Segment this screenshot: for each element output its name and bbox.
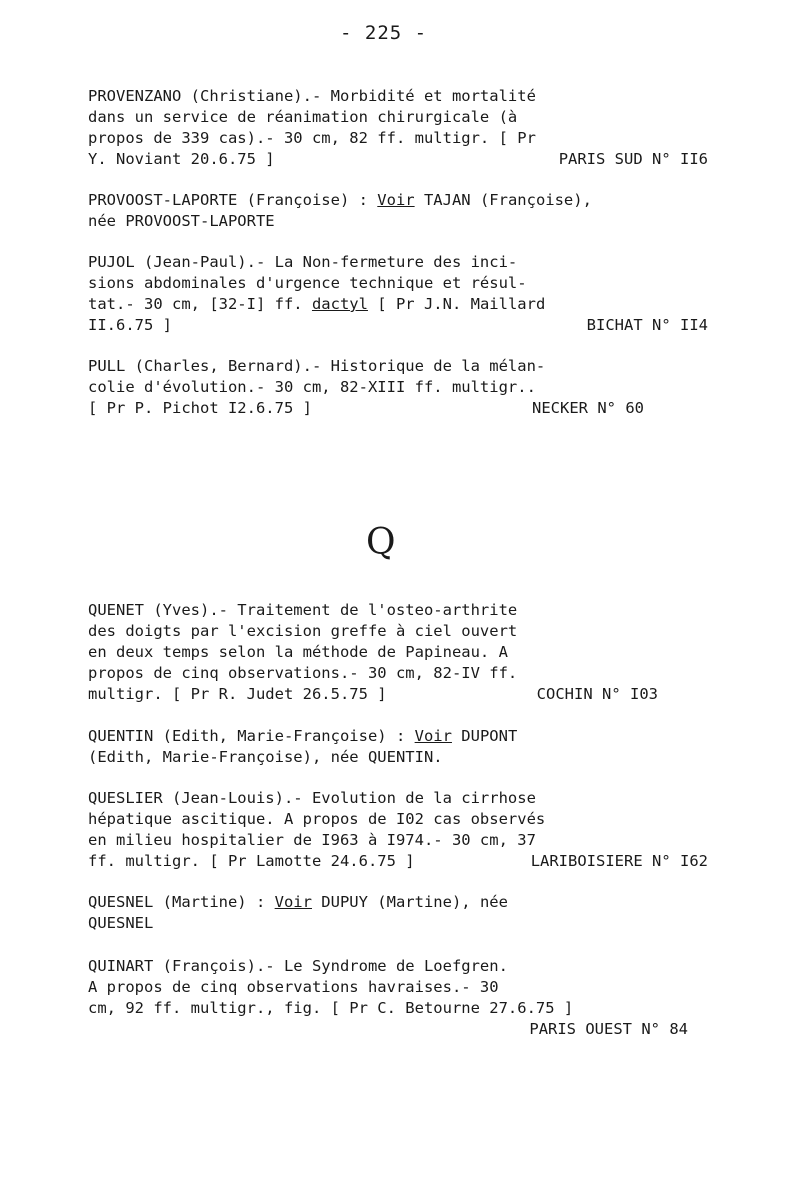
entry-line: PUJOL (Jean-Paul).- La Non-fermeture des inci- [88,253,518,271]
entry-line: sions abdominales d'urgence technique et résul- [88,274,527,292]
entry-line: des doigts par l'excision greffe à ciel ouvert [88,622,518,640]
cross-reference-entry [88,726,708,768]
entry-last-line [88,1019,708,1040]
entry-name: QUENTIN (Edith, Marie-Françoise) : [88,727,415,745]
entry-line: en milieu hospitalier de I963 à I974.- 30 cm, 37 [88,831,536,849]
voir-link: Voir [377,191,415,209]
entry-line: QUENET (Yves).- Traitement de l'osteo-arthrite [88,601,518,619]
bibliography-entry [88,600,708,705]
entry-name: PROVOOST-LAPORTE (Françoise) : [88,191,378,209]
entry-reference: DUPONT [451,727,518,745]
entry-line [88,294,708,315]
entry-text: [ Pr J.N. Maillard [367,295,546,313]
page-number: - 225 - [340,22,428,44]
entry-line: QUINART (François).- Le Syndrome de Loefgren. [88,957,508,975]
entry-text: multigr. [ Pr R. Judet 26.5.75 ] [88,685,387,703]
entry-line: hépatique ascitique. A propos de I02 cas observés [88,810,546,828]
bibliography-entry [88,252,708,336]
entry-location: LARIBOISIERE N° I62 [530,852,708,870]
entry-line: PULL (Charles, Bernard).- Historique de la mélan- [88,357,546,375]
entry-line: propos de cinq observations.- 30 cm, 82-IV ff. [88,664,518,682]
bibliography-entry [88,356,708,419]
entry-line [88,892,708,913]
entry-reference: DUPUY (Martine), née [311,893,508,911]
section-letter: Q [366,522,396,563]
entry-text: ff. multigr. [ Pr Lamotte 24.6.75 ] [88,852,415,870]
entry-line: propos de 339 cas).- 30 cm, 82 ff. multigr. [ Pr [88,129,536,147]
entry-line: cm, 92 ff. multigr., fig. [ Pr C. Betourne 27.6.75 ] [88,999,574,1017]
entry-name: QUESNEL (Martine) : [88,893,275,911]
entry-location: COCHIN N° I03 [536,685,658,703]
format-label: dactyl [311,295,368,313]
entry-text: [ Pr P. Pichot I2.6.75 ] [88,399,312,417]
entry-last-line [88,398,708,419]
entry-text: II.6.75 ] [88,316,172,334]
bibliography-entry [88,956,708,1040]
entry-line: née PROVOOST-LAPORTE [88,212,275,230]
entry-line: en deux temps selon la méthode de Papineau. A [88,643,508,661]
entry-line [88,190,708,211]
cross-reference-entry [88,892,708,934]
entry-text: Y. Noviant 20.6.75 ] [88,150,275,168]
bibliography-entry [88,86,708,170]
entry-location: PARIS SUD N° II6 [558,150,708,168]
voir-link: Voir [414,727,452,745]
entry-last-line [88,684,708,705]
entry-location: BICHAT N° II4 [586,316,708,334]
cross-reference-entry [88,190,708,232]
entry-line: (Edith, Marie-Françoise), née QUENTIN. [88,748,443,766]
entry-last-line [88,149,708,170]
entry-reference: TAJAN (Françoise), [414,191,592,209]
entry-line: dans un service de réanimation chirurgicale (à [88,108,518,126]
entry-line: A propos de cinq observations havraises.- 30 [88,978,499,996]
entry-last-line [88,851,708,872]
entry-location: PARIS OUEST N° 84 [529,1020,688,1038]
entry-location: NECKER N° 60 [532,399,644,417]
voir-link: Voir [274,893,312,911]
entry-line: QUESNEL [88,914,154,932]
entry-line [88,726,708,747]
entry-line: QUESLIER (Jean-Louis).- Evolution de la cirrhose [88,789,536,807]
bibliography-entry [88,788,708,872]
entry-text: tat.- 30 cm, [32-I] ff. [88,295,312,313]
entry-line: colie d'évolution.- 30 cm, 82-XIII ff. multigr.. [88,378,536,396]
entry-line: PROVENZANO (Christiane).- Morbidité et mortalité [88,87,536,105]
entry-last-line [88,315,708,336]
